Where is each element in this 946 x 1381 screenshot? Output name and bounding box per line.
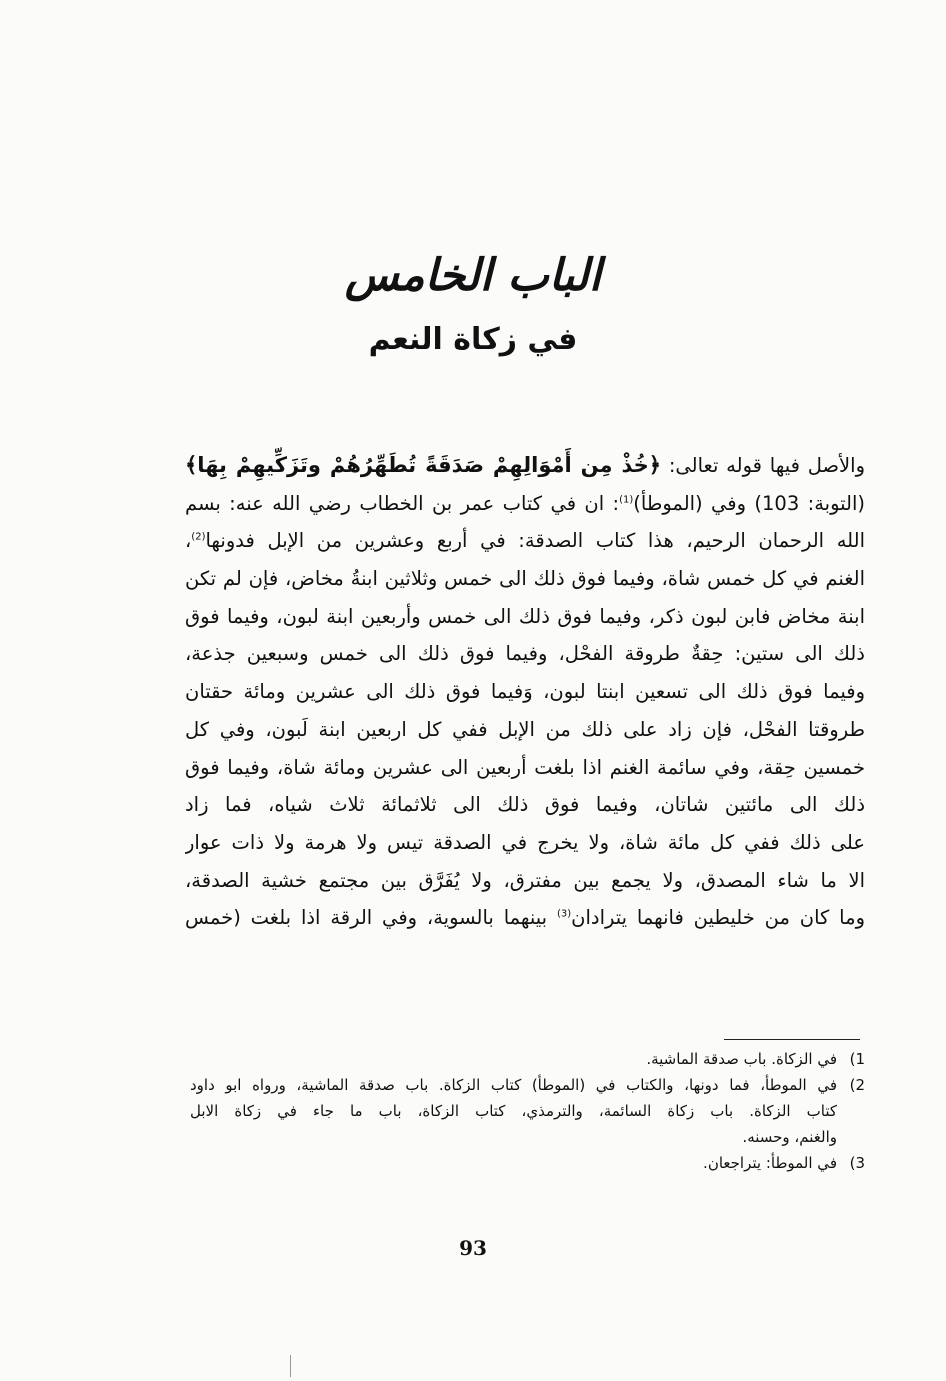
body-line: على ذلك ففي كل مائة شاة، ولا يخرج في الصدقة تيس ولا هرمة ولا ذات عوار — [185, 830, 865, 854]
footnote-continuation: والغنم، وحسنه. — [742, 1128, 837, 1146]
chapter-heading: الباب الخامس — [344, 250, 602, 301]
footnote-number: 1) — [849, 1050, 865, 1068]
body-line: وفيما فوق ذلك الى تسعين ابنتا لبون، وَفيما فوق ذلك الى عشرين ومائة حقتان — [185, 680, 865, 704]
scan-artifact — [290, 1355, 291, 1377]
body-line: الا ما شاء المصدق، ولا يجمع بين مفترق، ولا يُفَرَّق بين مجتمع خشية الصدقة، — [185, 868, 865, 892]
chapter-subtitle: في زكاة النعم — [368, 322, 578, 357]
body-line — [185, 485, 865, 523]
footnote — [190, 1046, 865, 1072]
body-line: ابنة مخاض فابن لبون ذكر، وفيما فوق ذلك الى خمس وأربعين ابنة لبون، وفيما فوق — [185, 604, 865, 628]
body-line: الغنم في كل خمس شاة، وفيما فوق ذلك الى خمس وثلاثين ابنةُ مخاض، فإن لم تكن — [185, 567, 865, 591]
footnote-continuation: كتاب الزكاة. باب زكاة السائمة، والترمذي، كتاب الزكاة، باب ما جاء في زكاة الابل — [190, 1102, 837, 1120]
footnote-text: في الموطأ، فما دونها، والكتاب في (الموطأ) كتاب الزكاة. باب صدقة الماشية، ورواه ابو داود — [190, 1076, 837, 1094]
quran-verse: ﴿خُذْ مِن أَمْوَالِهِمْ صَدَقَةً تُطَهِّرُهُمْ وتَزَكِّيهِمْ بِهَا﴾ — [185, 453, 662, 477]
body-line: طروقتا الفحْل، فإن زاد على ذلك من الإبل ففي كل اربعين ابنة لَبون، وفي كل — [185, 717, 865, 741]
body-line: ذلك الى مائتين شاتان، وفيما فوق ذلك الى ثلاثمائة ثلاث شياه، فما زاد — [185, 793, 865, 817]
line-text: والأصل فيها قوله تعالى: — [661, 454, 865, 477]
footnote-ref: (3) — [556, 908, 572, 920]
footnote-text: في الزكاة. باب صدقة الماشية. — [646, 1050, 837, 1068]
footnote-ref: (2) — [191, 531, 206, 543]
body-line: ذلك الى ستين: حِقةٌ طروقة الفحْل، وفيما فوق ذلك الى خمس وسبعين جذعة، — [185, 642, 865, 666]
footnotes — [190, 1046, 865, 1176]
page-number: 93 — [459, 1236, 487, 1260]
body-line — [185, 447, 865, 485]
footnote-number: 2) — [849, 1076, 865, 1094]
line-text: بينهما بالسوية، وفي الرقة اذا بلغت (خمس — [185, 906, 557, 930]
line-text: : ان في كتاب عمر بن الخطاب رضي الله عنه: بسم — [185, 491, 620, 515]
line-text: الله الرحمان الرحيم، هذا كتاب الصدقة: في أربع وعشرين من الإبل فدونها — [205, 529, 865, 553]
footnote-ref: (1) — [619, 494, 634, 506]
body-line — [185, 522, 865, 560]
body-line: خمسين حِقة، وفي سائمة الغنم اذا بلغت أربعين الى عشرين ومائة شاة، وفيما فوق — [185, 755, 865, 779]
body-text — [185, 447, 865, 937]
footnote-number: 3) — [849, 1154, 865, 1172]
footnote — [190, 1150, 865, 1176]
footnote-divider — [724, 1039, 860, 1040]
line-text: ، — [185, 529, 192, 553]
footnote — [190, 1072, 865, 1098]
line-text: وما كان من خليطين فانهما يترادان — [571, 906, 865, 930]
line-text: (التوبة: 103) وفي (الموطأ) — [633, 491, 865, 515]
body-line — [185, 899, 865, 937]
footnote-text: في الموطأ: يتراجعان. — [703, 1154, 837, 1172]
